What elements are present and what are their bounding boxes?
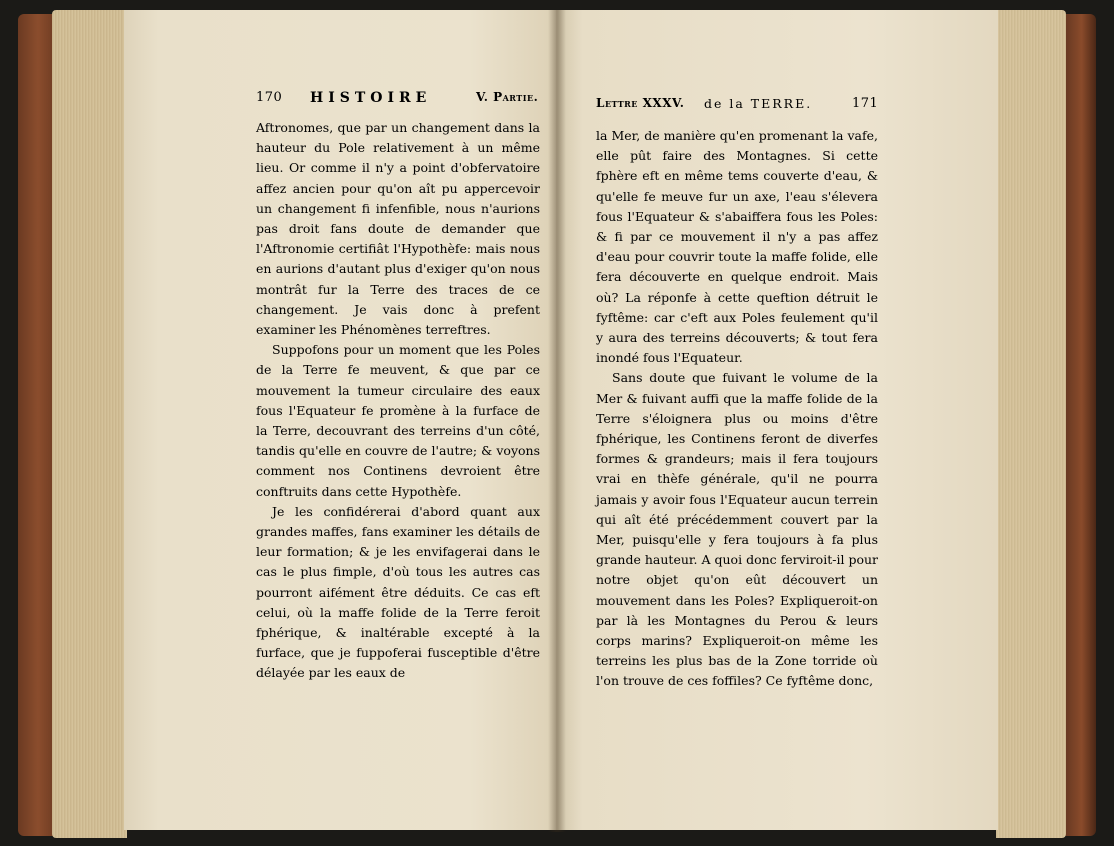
right-running-header <box>596 96 880 116</box>
left-page-edges <box>52 10 127 838</box>
right-page-edges <box>996 10 1066 838</box>
left-running-header <box>256 90 548 110</box>
left-paragraph-1: Aftronomes, que par un changement dans la hauteur du Pole relativement à un même lieu. Or comme il n'y a point d'obfervatoire affez ancien pour qu'on aît pu appercevoir un changement fi infenfible, nous n'aurions pas droit fans doute de demander que l'Aftronomie certifiât l'Hypothèfe: mais nous en aurions d'autant plus d'exiger qu'on nous montrât fur la Terre des traces de ce changement. Je vais donc à prefent examiner les Phénomènes terreftres. <box>256 120 540 338</box>
right-page-number: 171 <box>852 96 879 111</box>
left-paragraph-3: Je les confidérerai d'abord quant aux grandes maffes, fans examiner les détails de leur formation; & je les envifagerai dans le cas le plus fimple, d'où tous les autres cas pourront aifément être déduits. Ce cas eft celui, où la maffe folide de la Terre feroit fphérique, & inaltérable excepté à la furface, que je fuppoferai fusceptible d'être délayée par les eaux de <box>256 503 540 681</box>
right-letter-label: Lettre XXXV. <box>596 96 685 110</box>
left-paragraph-2: Suppofons pour un moment que les Poles de la Terre fe meuvent, & que par ce mouvement la tumeur circulaire des eaux fous l'Equateur fe promène à la furface de la Terre, decouvrant des terreins d'un côté, tandis qu'elle en couvre de l'autre; & voyons comment nos Continens devroient être conftruits dans cette Hypothèfe. <box>256 342 540 499</box>
right-body-text <box>596 126 878 692</box>
left-page-number: 170 <box>256 90 283 105</box>
right-paragraph-1: la Mer, de manière qu'en promenant la vafe, elle pût faire des Montagnes. Si cette fphère eft en même tems couverte d'eau, & qu'elle fe meuve fur un axe, l'eau s'élevera fous l'Equateur & s'abaiffera fous les Poles: & fi par ce mouvement il n'y a pas affez d'eau pour couvrir toute la maffe folide, elle fera découverte en quelque endroit. Mais où? La réponfe à cette queftion détruit le fyftême: car c'eft aux Poles feulement qu'il y aura des terreins découverts; & tout fera inondé fous l'Equateur. <box>596 128 878 366</box>
left-part-label: V. Partie. <box>476 90 539 104</box>
book-gutter <box>548 10 566 832</box>
left-body-text <box>256 118 540 684</box>
right-paragraph-2: Sans doute que fuivant le volume de la Mer & fuivant auffi que la maffe folide de la Terre s'éloignera plus ou moins d'être fphérique, les Continens feront de diverfes formes & grandeurs; mais il fera toujours vrai en thèfe générale, qu'il ne pourra jamais y avoir fous l'Equateur aucun terrein qui aît été précédemment couvert par la Mer, puisqu'elle y fera toujours à fa plus grande hauteur. A quoi donc ferviroit-il pour notre objet qu'on eût découvert un mouvement dans les Poles? Expliqueroit-on par là les Montagnes du Perou & leurs corps marins? Expliqueroit-on même les terreins les plus bas de la Zone torride où l'on trouve de ces foffiles? Ce fyftême donc, <box>596 370 878 689</box>
left-running-title: HISTOIRE <box>310 90 432 106</box>
right-running-title: de la TERRE. <box>704 96 813 111</box>
